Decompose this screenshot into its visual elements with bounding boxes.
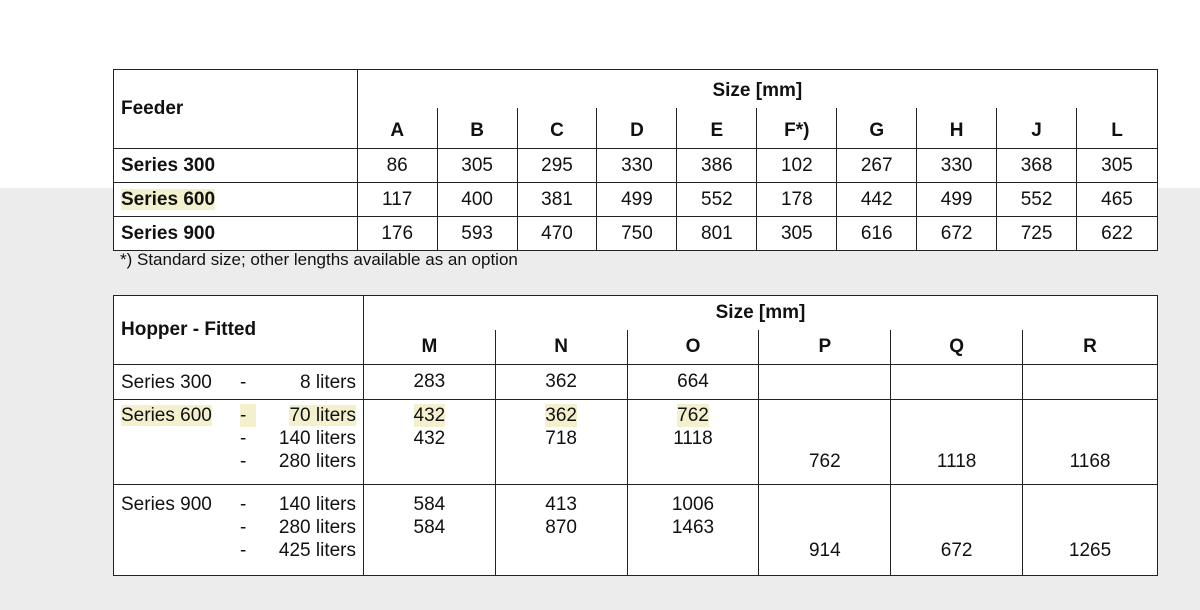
table-row [114,365,1158,400]
series-name: Series 300 [121,371,212,393]
value [759,516,890,539]
hopper-header: Hopper - Fitted [114,296,364,365]
dash: - [240,517,247,538]
table-cell [759,485,891,576]
row-label-series-600 [114,400,364,485]
volume: 425 liters [278,540,356,561]
table-cell: 386 [677,149,757,183]
column-header-c: C [517,108,597,149]
table-cell: 362 [495,365,627,400]
table-cell [627,400,759,485]
feeder-size-header: Size [mm] [357,70,1157,109]
dash: - [240,540,247,561]
column-header-h: H [917,108,997,149]
table-cell: 283 [364,365,496,400]
table-cell: 305 [437,149,517,183]
value: 362 [545,405,577,426]
value [628,539,759,562]
table-cell [364,400,496,485]
series-name: Series 900 [121,494,212,515]
table-cell [891,485,1023,576]
table-cell: 305 [1077,149,1158,183]
value: 762 [677,405,709,426]
dash: - [240,404,256,427]
table-cell: 295 [517,149,597,183]
table-cell [1023,400,1158,485]
volume: 8 liters [300,371,356,393]
column-header-e: E [677,108,757,149]
value [891,427,1022,450]
feeder-header: Feeder [114,70,358,149]
row-label-series-900: Series 900 [114,217,358,251]
series-name: Series 600 [121,405,212,426]
column-header-m: M [364,330,496,365]
volume: 70 liters [289,405,356,426]
value [1023,516,1157,539]
value: 1265 [1068,540,1112,561]
table-cell [891,400,1023,485]
table-row [114,149,1158,183]
column-header-r: R [1023,330,1158,365]
table-cell: 725 [997,217,1077,251]
dash: - [240,494,247,515]
table-cell [495,400,627,485]
table-cell: 86 [357,149,437,183]
table-cell: 552 [997,183,1077,217]
value [496,450,627,473]
table-cell: 499 [917,183,997,217]
column-header-d: D [597,108,677,149]
value [628,450,759,473]
hopper-size-header: Size [mm] [364,296,1158,331]
table-cell: 622 [1077,217,1158,251]
footnote: *) Standard size; other lengths available as an option [120,250,518,269]
volume: 140 liters [278,428,356,449]
value [1023,427,1157,450]
value: 718 [545,428,577,449]
volume: 140 liters [278,494,356,515]
table-cell: 330 [917,149,997,183]
value: 432 [413,428,446,449]
column-header-n: N [495,330,627,365]
table-cell: 552 [677,183,757,217]
row-label-series-300: Series 300 [114,149,358,183]
dash: - [240,451,247,472]
table-cell [495,485,627,576]
table-cell [627,485,759,576]
table-cell: 465 [1077,183,1158,217]
row-label-series-600 [114,183,358,217]
value: 672 [940,540,973,561]
value: 914 [808,540,841,561]
value: 1006 [671,494,715,515]
table-cell: 616 [837,217,917,251]
table-cell: 305 [757,217,837,251]
table-cell: 672 [917,217,997,251]
row-label-series-900 [114,485,364,576]
column-header-g: G [837,108,917,149]
column-header-j: J [997,108,1077,149]
value [1023,493,1157,516]
value [364,539,495,562]
table-cell: 102 [757,149,837,183]
table-cell [1023,365,1158,400]
value: 413 [545,494,577,515]
table-cell: 368 [997,149,1077,183]
column-header-a: A [357,108,437,149]
table-cell: 267 [837,149,917,183]
table-row [114,217,1158,251]
table-cell: 801 [677,217,757,251]
value [891,516,1022,539]
table-row [114,183,1158,217]
table-cell: 400 [437,183,517,217]
value: 584 [413,517,446,538]
table-cell [891,365,1023,400]
value: 870 [545,517,577,538]
feeder-size-table [113,69,1158,251]
value: 432 [413,405,446,426]
table-cell [364,485,496,576]
table-cell: 381 [517,183,597,217]
table-cell: 499 [597,183,677,217]
value [759,427,890,450]
column-header-o: O [627,330,759,365]
value: 1118 [673,428,713,449]
table-row [114,400,1158,485]
column-header-l: L [1077,108,1158,149]
table-row [114,485,1158,576]
value: 1118 [936,451,977,472]
value [1023,404,1157,427]
highlighted-label: Series 600 [121,188,216,210]
table-cell: 750 [597,217,677,251]
table-cell: 178 [757,183,837,217]
table-cell: 664 [627,365,759,400]
column-header-q: Q [891,330,1023,365]
volume: 280 liters [278,517,356,538]
dash: - [240,428,247,449]
value [364,450,495,473]
value: 1168 [1069,451,1111,472]
dash: - [240,371,247,393]
table-cell: 442 [837,183,917,217]
table-cell: 593 [437,217,517,251]
table-cell: 176 [357,217,437,251]
hopper-size-table [113,295,1158,576]
value [891,493,1022,516]
table-cell [759,365,891,400]
column-header-b: B [437,108,517,149]
table-cell: 330 [597,149,677,183]
column-header-p: P [759,330,891,365]
value [891,404,1022,427]
volume: 280 liters [278,451,356,472]
value [496,539,627,562]
value: 1463 [671,517,715,538]
value [759,404,890,427]
column-header-f: F*) [757,108,837,149]
table-cell: 470 [517,217,597,251]
table-cell [1023,485,1158,576]
value: 762 [808,451,841,472]
value: 584 [413,494,446,515]
table-cell [759,400,891,485]
table-cell: 117 [357,183,437,217]
row-label-series-300 [114,365,364,400]
value [759,493,890,516]
